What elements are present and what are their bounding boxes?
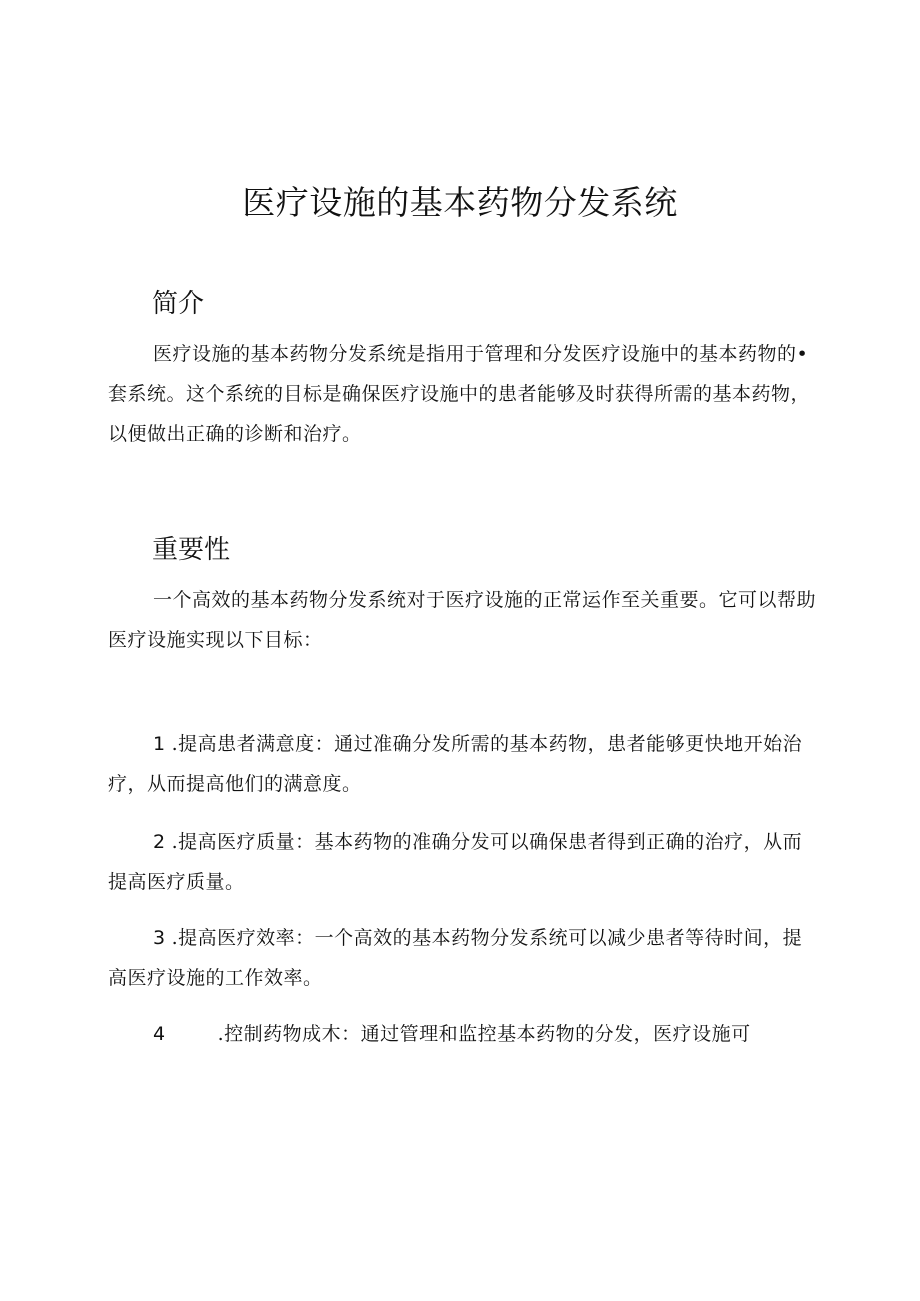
goal-item-2	[108, 822, 820, 902]
goal-text: .控制药物成木：通过管理和监控基本药物的分发，医疗设施可	[217, 1023, 751, 1045]
goal-number: 1	[153, 733, 166, 755]
importance-heading: 重要性	[152, 535, 231, 565]
goal-text: .提高医疗效率：一个高效的基本药物分发系统可以减少患者等待时间，提高医疗设施的工作效率。	[108, 927, 803, 989]
goal-number: 3	[153, 927, 166, 949]
goal-number: 4	[153, 1023, 166, 1045]
intro-heading: 简介	[152, 289, 205, 319]
goal-item-3	[108, 918, 820, 998]
importance-paragraph: 一个高效的基本药物分发系统对于医疗设施的正常运作至关重要。它可以帮助医疗设施实现以下目标：	[108, 589, 817, 651]
goal-text: .提高患者满意度：通过准确分发所需的基本药物，患者能够更快地开始治疗，从而提高他们的满意度。	[108, 733, 803, 795]
intro-paragraph: 医疗设施的基本药物分发系统是指用于管理和分发医疗设施中的基本药物的•套系统。这个系统的目标是确保医疗设施中的患者能够及时获得所需的基本药物，以便做出正确的诊断和治疗。	[108, 343, 811, 445]
goal-number: 2	[153, 831, 166, 853]
goal-item-1	[108, 724, 820, 804]
document-title: 医疗设施的基本药物分发系统	[242, 183, 678, 222]
goal-item-4	[108, 1014, 820, 1054]
goal-text: .提高医疗质量：基本药物的准确分发可以确保患者得到正确的治疗，从而提高医疗质量。	[108, 831, 803, 893]
